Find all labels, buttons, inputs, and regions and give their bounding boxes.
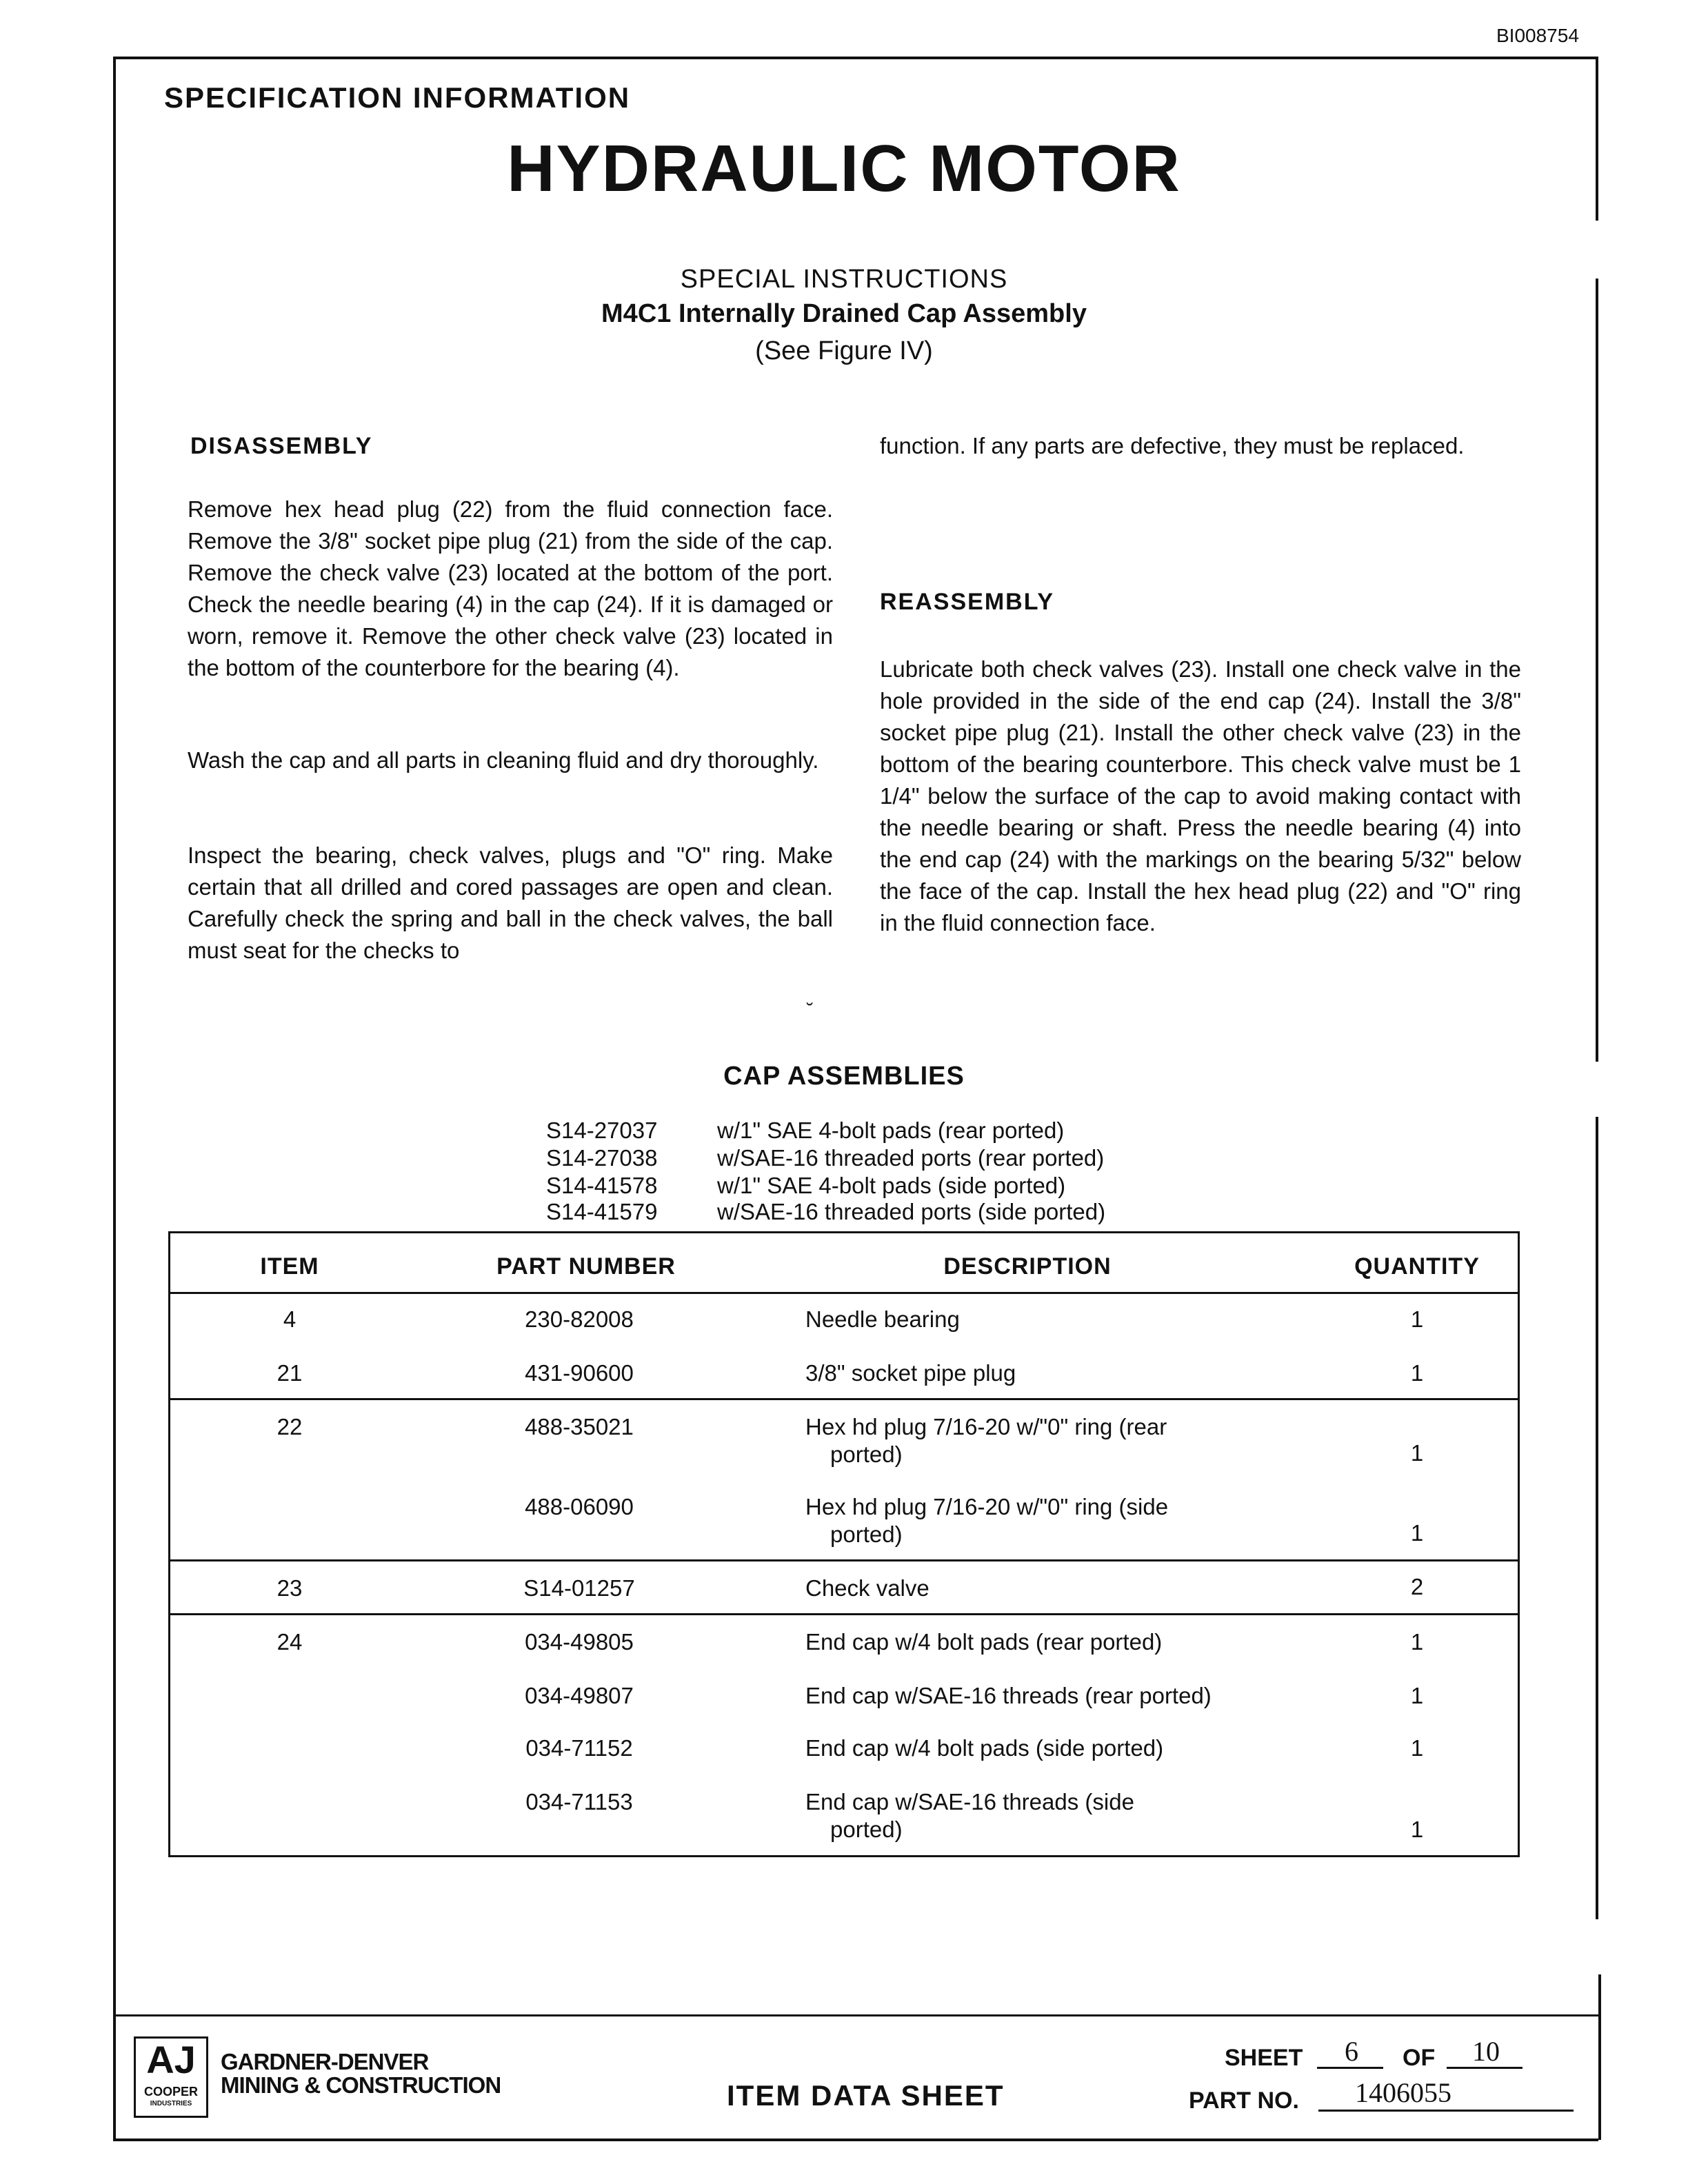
sheet-number-underline xyxy=(1317,2067,1383,2069)
disassembly-paragraph: Wash the cap and all parts in cleaning fluid and dry thoroughly. xyxy=(188,747,819,773)
cap-assembly-number: S14-41579 xyxy=(546,1199,658,1224)
cell-part-number: S14-01257 xyxy=(523,1575,635,1601)
table-rule xyxy=(168,1613,1520,1615)
cell-item: 24 xyxy=(277,1629,303,1655)
cell-part-number: 034-71153 xyxy=(525,1789,633,1814)
table-rule xyxy=(168,1559,1520,1561)
frame-border-top xyxy=(113,57,1598,59)
cell-description-line: Hex hd plug 7/16-20 w/"0" ring (rear xyxy=(805,1414,1167,1439)
cell-quantity: 1 xyxy=(1410,1683,1424,1708)
sheet-total-underline xyxy=(1447,2067,1523,2069)
frame-border-right xyxy=(1596,279,1598,1062)
footer-divider xyxy=(116,2014,1598,2016)
sheet-number: 6 xyxy=(1345,2036,1358,2067)
cell-description xyxy=(805,1493,1260,1548)
part-number-label: PART NO. xyxy=(1189,2087,1299,2114)
cell-quantity: 2 xyxy=(1410,1574,1424,1599)
cell-description-line: ported) xyxy=(830,1442,903,1467)
cell-part-number: 230-82008 xyxy=(525,1306,634,1332)
cell-description-line: ported) xyxy=(830,1521,903,1547)
cell-quantity: 1 xyxy=(1410,1360,1424,1386)
cell-item: 23 xyxy=(277,1575,303,1601)
frame-border-left xyxy=(113,57,116,2141)
cell-description: 3/8" socket pipe plug xyxy=(805,1360,1016,1386)
cell-description xyxy=(805,1413,1260,1468)
cell-description: End cap w/4 bolt pads (rear ported) xyxy=(805,1629,1163,1655)
cell-description-line: End cap w/SAE-16 threads (side xyxy=(805,1789,1134,1814)
cell-part-number: 488-35021 xyxy=(525,1414,634,1439)
cell-part-number: 034-49805 xyxy=(525,1629,634,1655)
column-header-description: DESCRIPTION xyxy=(943,1253,1112,1280)
cap-assembly-number: S14-41578 xyxy=(546,1173,658,1198)
cell-description: End cap w/SAE-16 threads (rear ported) xyxy=(805,1683,1212,1708)
cell-item: 22 xyxy=(277,1414,303,1439)
cap-assembly-description: w/SAE-16 threaded ports (side ported) xyxy=(717,1199,1106,1224)
cap-assembly-description: w/1" SAE 4-bolt pads (rear ported) xyxy=(717,1118,1065,1143)
cap-assemblies-heading: CAP ASSEMBLIES xyxy=(723,1062,965,1091)
frame-border-bottom xyxy=(116,2138,1598,2141)
sheet-label: SHEET xyxy=(1225,2045,1303,2071)
cap-assembly-description: w/1" SAE 4-bolt pads (side ported) xyxy=(717,1173,1066,1198)
cell-description: Check valve xyxy=(805,1575,930,1601)
sheet-title: ITEM DATA SHEET xyxy=(727,2079,1005,2112)
company-logo-subtext: INDUSTRIES xyxy=(150,2100,192,2107)
column-header-quantity: QUANTITY xyxy=(1354,1253,1480,1280)
table-rule xyxy=(168,1292,1520,1294)
cell-part-number: 034-71152 xyxy=(525,1735,633,1761)
cell-description: End cap w/4 bolt pads (side ported) xyxy=(805,1735,1164,1761)
cell-item: 21 xyxy=(277,1360,303,1386)
cell-description-line: Hex hd plug 7/16-20 w/"0" ring (side xyxy=(805,1494,1169,1519)
part-number-value: 1406055 xyxy=(1355,2077,1451,2108)
figure-reference: (See Figure IV) xyxy=(755,336,933,365)
company-division: MINING & CONSTRUCTION xyxy=(221,2072,501,2098)
reassembly-paragraph: Lubricate both check valves (23). Install one check valve in the hole provided in the side of the end cap (24). Install the 3/8" socket pipe plug (21). Install the other check valve (23) in the bottom of the bearing counterbore. This check valve must be 1 1/4" below the surface of the cap to avoid making contact with the needle bearing or shaft. Press the needle bearing (4) into the end cap (24) with the markings on the bearing 5/32" below the face of the cap. Install the hex head plug (22) and "O" ring in the fluid connection face. xyxy=(880,656,1521,936)
cell-quantity: 1 xyxy=(1410,1735,1424,1761)
cell-quantity: 1 xyxy=(1410,1440,1424,1466)
cell-quantity: 1 xyxy=(1410,1306,1424,1332)
company-name: GARDNER-DENVER xyxy=(221,2049,429,2074)
document-id: BI008754 xyxy=(1496,25,1579,46)
reassembly-heading: REASSEMBLY xyxy=(880,589,1055,615)
disassembly-paragraph: Inspect the bearing, check valves, plugs and "O" ring. Make certain that all drilled and cored passages are open and clean. Carefully check the spring and ball in the check valves, the ball must seat for the checks to xyxy=(188,842,833,963)
frame-border-right xyxy=(1596,1117,1598,1919)
company-logo-mark: AJ xyxy=(146,2038,196,2081)
special-instructions-heading: SPECIAL INSTRUCTIONS xyxy=(680,265,1008,294)
cell-description xyxy=(805,1788,1260,1843)
column-header-part-number: PART NUMBER xyxy=(496,1253,676,1280)
cell-description: Needle bearing xyxy=(805,1306,960,1332)
cap-assembly-number: S14-27038 xyxy=(546,1145,658,1171)
disassembly-paragraph-continued: function. If any parts are defective, they must be replaced. xyxy=(880,433,1465,458)
special-instructions-subheading: M4C1 Internally Drained Cap Assembly xyxy=(601,299,1087,328)
section-label: SPECIFICATION INFORMATION xyxy=(164,81,631,114)
page-title: HYDRAULIC MOTOR xyxy=(507,132,1181,205)
company-logo-text: COOPER xyxy=(143,2085,198,2099)
cell-part-number: 034-49807 xyxy=(525,1683,634,1708)
column-header-item: ITEM xyxy=(260,1253,319,1280)
disassembly-heading: DISASSEMBLY xyxy=(190,433,373,459)
cell-item: 4 xyxy=(283,1306,297,1332)
cap-assembly-description: w/SAE-16 threaded ports (rear ported) xyxy=(717,1145,1105,1171)
cell-quantity: 1 xyxy=(1410,1817,1424,1842)
sheet-total: 10 xyxy=(1472,2036,1500,2067)
of-label: OF xyxy=(1403,2045,1436,2071)
part-number-underline xyxy=(1318,2110,1574,2112)
cell-quantity: 1 xyxy=(1410,1629,1424,1655)
table-rule xyxy=(168,1398,1520,1400)
disassembly-paragraph: Remove hex head plug (22) from the fluid connection face. Remove the 3/8" socket pipe plug (21) from the side of the cap. Remove the check valve (23) located at the bottom of the port. Check the needle bearing (4) in the cap (24). If it is damaged or worn, remove it. Remove the other check valve (23) located in the bottom of the counterbore for the bearing (4). xyxy=(188,496,833,680)
stray-mark: ˘ xyxy=(807,1000,814,1021)
cell-part-number: 488-06090 xyxy=(525,1494,634,1519)
cell-description-line: ported) xyxy=(830,1817,903,1842)
frame-border-right xyxy=(1598,1974,1601,2140)
cell-part-number: 431-90600 xyxy=(525,1360,634,1386)
cell-quantity: 1 xyxy=(1410,1520,1424,1546)
cap-assembly-number: S14-27037 xyxy=(546,1118,658,1143)
